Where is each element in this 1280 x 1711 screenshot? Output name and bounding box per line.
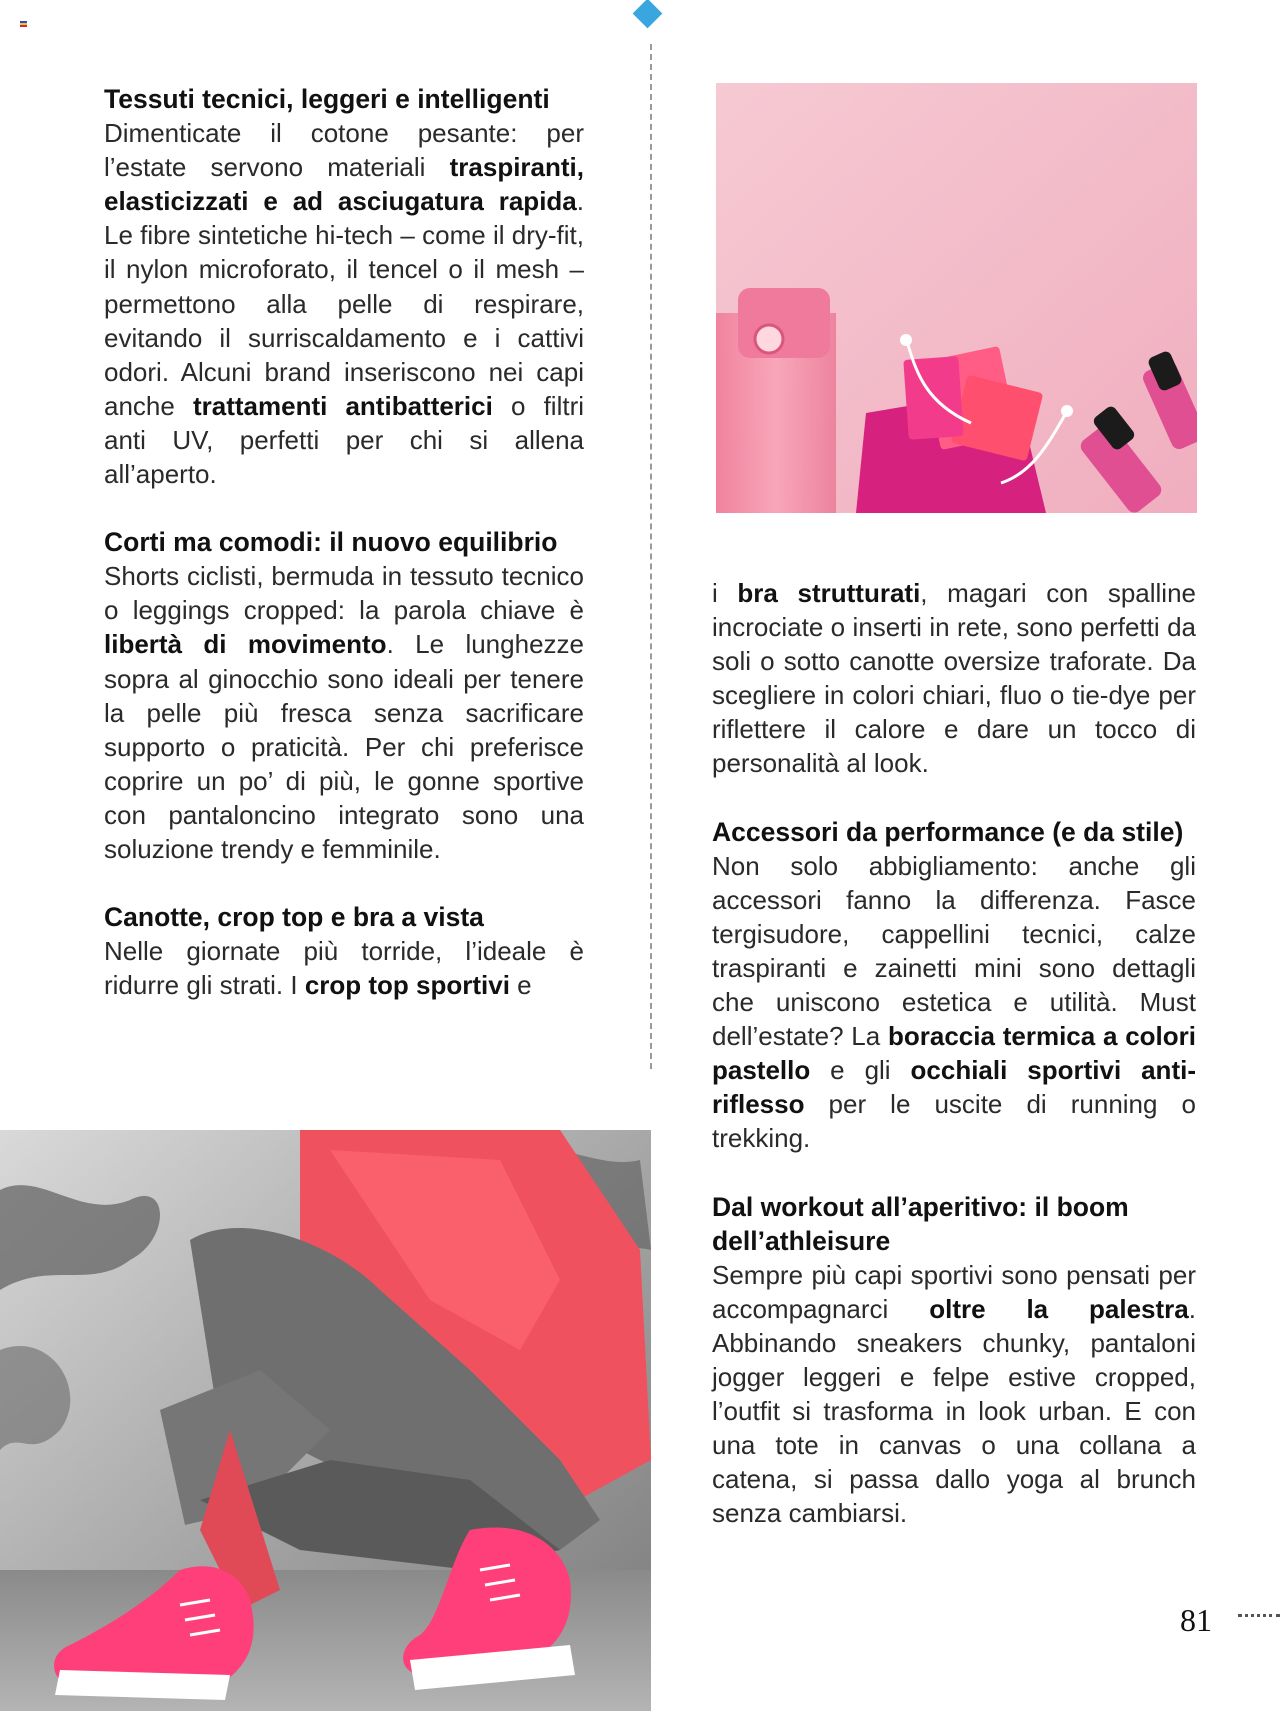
pink-accessories-illustration <box>716 83 1197 513</box>
text-run: Non solo abbigliamento: anche gli accessori fanno la differenza. Fasce tergisudore, cappellini tecnici, calze traspiranti e zainetti mini sono dettagli che uniscono estetica e utilità. Must dell’estate? La <box>712 850 1196 1052</box>
text-run: Nelle giornate più torride, l’ideale è ridurre gli strati. I <box>104 936 584 1001</box>
section-heading: Dal workout all’aperitivo: il boom dell’athleisure <box>712 1191 1129 1256</box>
bold-text: oltre la palestra <box>929 1293 1189 1324</box>
section-heading: Canotte, crop top e bra a vista <box>104 902 484 933</box>
page-number-dots <box>1238 1614 1280 1617</box>
text-run: . Abbinando sneakers chunky, pantaloni jogger leggeri e felpe estive cropped, l’outfit si trasforma in look urban. E con una tote in canvas o una collana a catena, si passa dallo yoga al brunch senza cambiarsi. <box>712 1293 1196 1529</box>
section-heading: Tessuti tecnici, leggeri e intelligenti <box>104 84 550 114</box>
flag-icon <box>20 21 27 27</box>
text-run: per le uscite di running o trekking. <box>712 1089 1196 1154</box>
text-run: . Le fibre sintetiche hi-tech – come il dry-fit, il nylon microforato, il tencel o il mesh – permettono alla pelle di respirare, evitando il surriscaldamento e i cattivi odori. Alcuni brand inseriscono nei capi anche <box>104 186 584 421</box>
left-text-column <box>104 82 584 1036</box>
text-run: Sempre più capi sportivi sono pensati per accompagnarci <box>712 1259 1196 1324</box>
text-run: . Le lunghezze sopra al ginocchio sono ideali per tenere la pelle più fresca senza sacrificare supporto o praticità. Per chi preferisce coprire un po’ di più, le gonne sportive con pantaloncino integrato sono una soluzione trendy e femminile. <box>104 629 584 864</box>
bold-text: trattamenti antibatterici <box>192 390 493 421</box>
text-run: Shorts ciclisti, bermuda in tessuto tecnico o leggings cropped: la parola chiave è <box>104 561 584 626</box>
runner-sneakers-photo <box>0 1130 651 1711</box>
pink-accessories-photo <box>716 83 1197 513</box>
bold-text: occhiali sportivi anti-riflesso <box>712 1055 1196 1120</box>
text-run: i <box>712 578 738 608</box>
bold-text: crop top sportivi <box>304 970 510 1001</box>
bold-text: bra strutturati <box>737 578 921 608</box>
bold-text: boraccia termica a colori pastello <box>712 1021 1196 1086</box>
bold-text: libertà di movimento <box>104 629 387 660</box>
right-text-column <box>712 576 1196 1564</box>
column-divider <box>650 44 652 1069</box>
text-run: o filtri anti UV, perfetti per chi si allena all’aperto. <box>104 390 584 490</box>
page-number: 81 <box>1180 1602 1212 1638</box>
bold-text: traspiranti, elasticizzati e ad asciugatura rapida <box>104 152 584 217</box>
flag-stripe <box>20 25 27 27</box>
runner-illustration <box>0 1130 651 1711</box>
text-run: Dimenticate il cotone pesante: per l’estate servono materiali <box>104 118 584 183</box>
section-paragraph <box>104 934 584 1002</box>
text-run: e <box>509 970 532 1001</box>
diamond-marker-icon <box>633 0 663 28</box>
text-run: e gli <box>810 1055 911 1086</box>
section-paragraph <box>104 559 584 866</box>
section-heading: Accessori da performance (e da stile) <box>712 816 1184 847</box>
section-heading: Corti ma comodi: il nuovo equilibrio <box>104 527 558 558</box>
section-paragraph <box>712 1258 1196 1531</box>
text-run: , magari con spalline incrociate o inserti in rete, sono perfetti da soli o sotto canotte oversize traforate. Da scegliere in colori chiari, fluo o tie-dye per riflettere il calore e dare un tocco di personalità al look. <box>712 578 1196 779</box>
section-paragraph <box>712 849 1196 1156</box>
section-paragraph <box>712 576 1196 781</box>
section-paragraph <box>104 116 584 491</box>
